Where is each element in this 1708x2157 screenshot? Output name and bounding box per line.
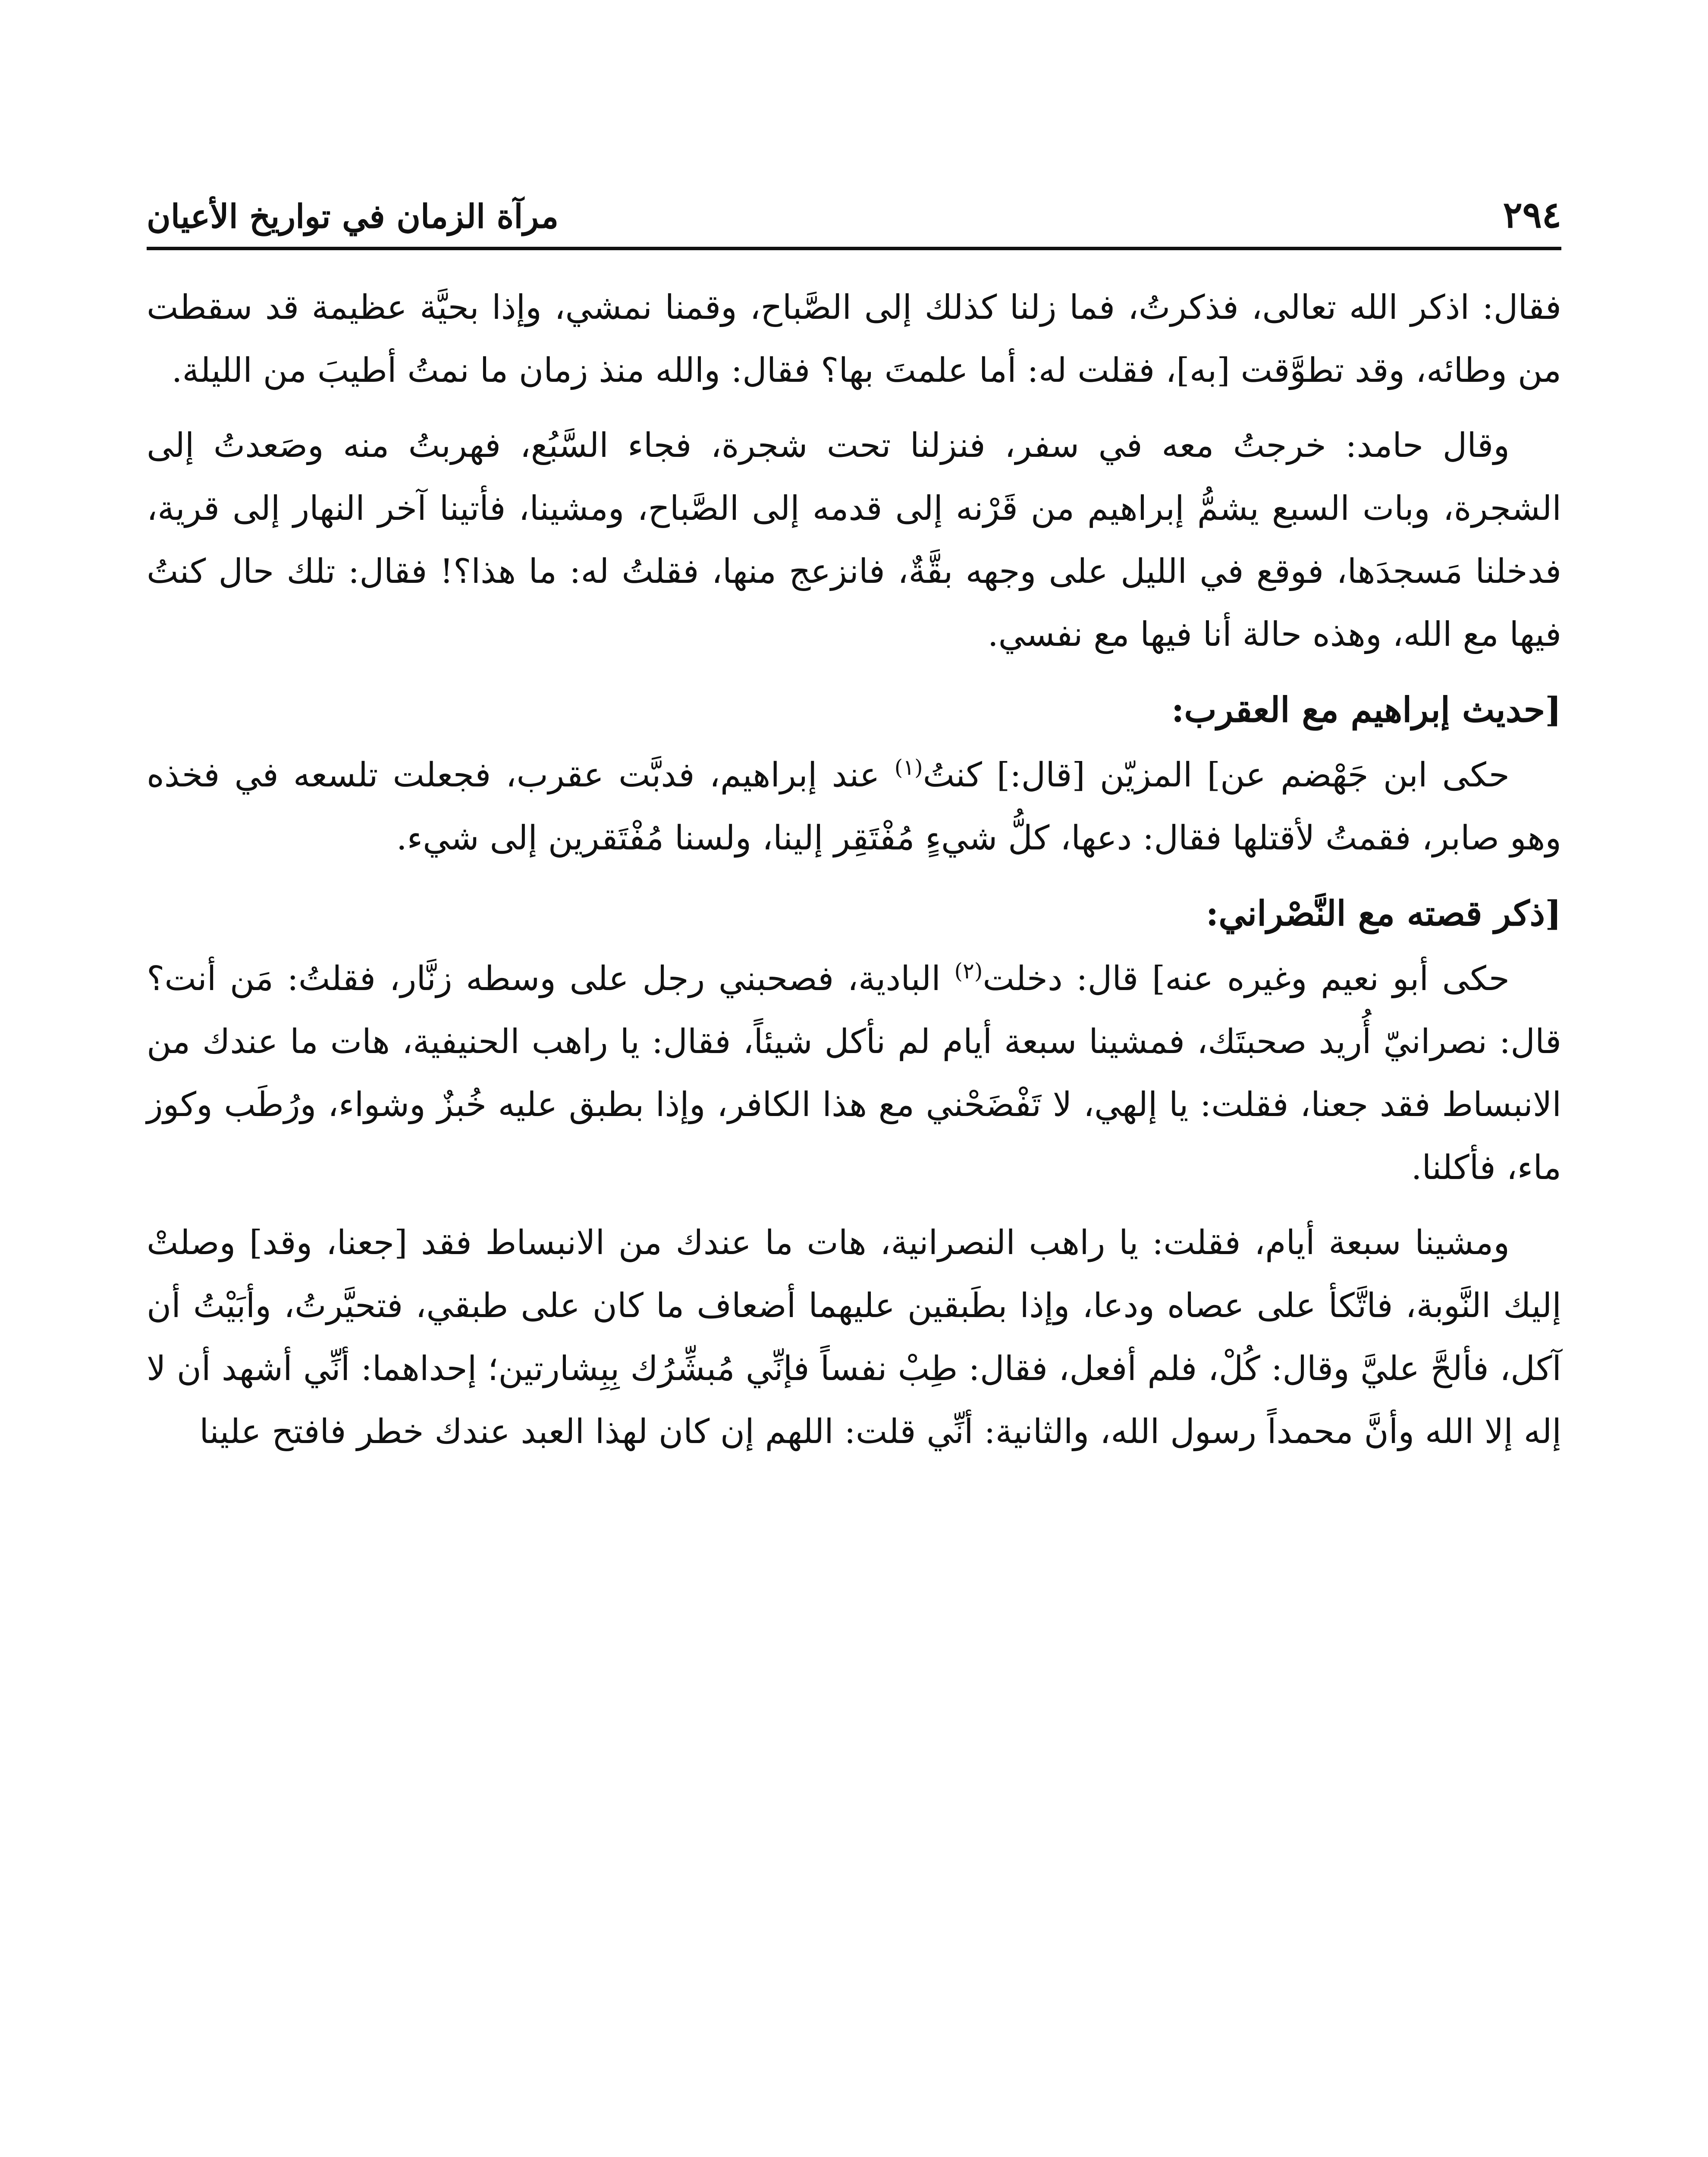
running-title: مرآة الزمان في تواريخ الأعيان bbox=[147, 197, 559, 236]
footnote-reference[interactable]: (١) bbox=[894, 755, 923, 780]
page-number: ٢٩٤ bbox=[1503, 193, 1561, 236]
section-heading: [ذكر قصته مع النَّصْراني: bbox=[1206, 893, 1561, 934]
paragraph-text: حكى ابن جَهْضم عن] المزيّن [قال:] كنتُ bbox=[923, 756, 1510, 795]
paragraph-text: البادية، فصحبني رجل على وسطه زنَّار، فقلتُ: مَن أنت؟ قال: نصرانيّ أُريد صحبتَك، فمشينا سبعة أيام لم نأكل شيئاً، فقال: يا راهب الحنيفية، هات ما عندك من الانبساط فقد جعنا، فقلت: يا إلهي، لا تَفْضَحْني مع هذا الكافر، وإذا بطبق عليه خُبزٌ وشواء، ورُطَب وكوز ماء، فأكلنا. bbox=[147, 959, 1561, 1187]
paragraph-text: حكى أبو نعيم وغيره عنه] قال: دخلت bbox=[983, 959, 1510, 998]
paragraph-text: عند إبراهيم، فدبَّت عقرب، فجعلت تلسعه في فخذه وهو صابر، فقمتُ لأقتلها فقال: دعها، كلُّ شيءٍ مُفْتَقِر إلينا، ولسنا مُفْتَقرين إلى شيء. bbox=[147, 756, 1561, 858]
paragraph: فقال: اذكر الله تعالى، فذكرتُ، فما زلنا كذلك إلى الصَّباح، وقمنا نمشي، وإذا بحيَّة عظيمة قد سقطت من وطائه، وقد تطوَّقت [به]، فقلت له: أما علمتَ بها؟ فقال: والله منذ زمان ما نمتُ أطيبَ من الليلة. bbox=[147, 288, 1561, 390]
running-header bbox=[147, 168, 1561, 236]
main-text bbox=[147, 276, 1561, 1475]
paragraph: وقال حامد: خرجتُ معه في سفر، فنزلنا تحت شجرة، فجاء السَّبُع، فهربتُ منه وصَعدتُ إلى الشجرة، وبات السبع يشمُّ إبراهيم من قَرْنه إلى قدمه إلى الصَّباح، ومشينا، فأتينا آخر النهار إلى قرية، فدخلنا مَسجدَها، فوقع في الليل على وجهه بقَّةٌ، فانزعج منها، فقلتُ له: ما هذا؟! فقال: تلك حال كنتُ فيها مع الله، وهذه حالة أنا فيها مع نفسي. bbox=[147, 426, 1561, 654]
paragraph bbox=[147, 744, 1561, 870]
paragraph: ومشينا سبعة أيام، فقلت: يا راهب النصرانية، هات ما عندك من الانبساط فقد [جعنا، وقد] وصلتْ إليك النَّوبة، فاتَّكأ على عصاه ودعا، وإذا بطَبقين عليهما أضعاف ما كان على طبقي، فتحيَّرتُ، وأبَيْتُ أن آكل، فألحَّ عليَّ وقال: كُلْ، فلم أفعل، فقال: طِبْ نفساً فإنِّي مُبشِّرُك بِبِشارتين؛ إحداهما: أنِّي أشهد أن لا إله إلا الله وأنَّ محمداً رسول الله، والثانية: أنِّي قلت: اللهم إن كان لهذا العبد عندك خطر فافتح علينا bbox=[147, 1223, 1561, 1451]
section-heading: [حديث إبراهيم مع العقرب: bbox=[1171, 689, 1561, 730]
footnote-reference[interactable]: (٢) bbox=[954, 959, 983, 984]
header-rule bbox=[147, 247, 1561, 250]
paragraph bbox=[147, 947, 1561, 1199]
